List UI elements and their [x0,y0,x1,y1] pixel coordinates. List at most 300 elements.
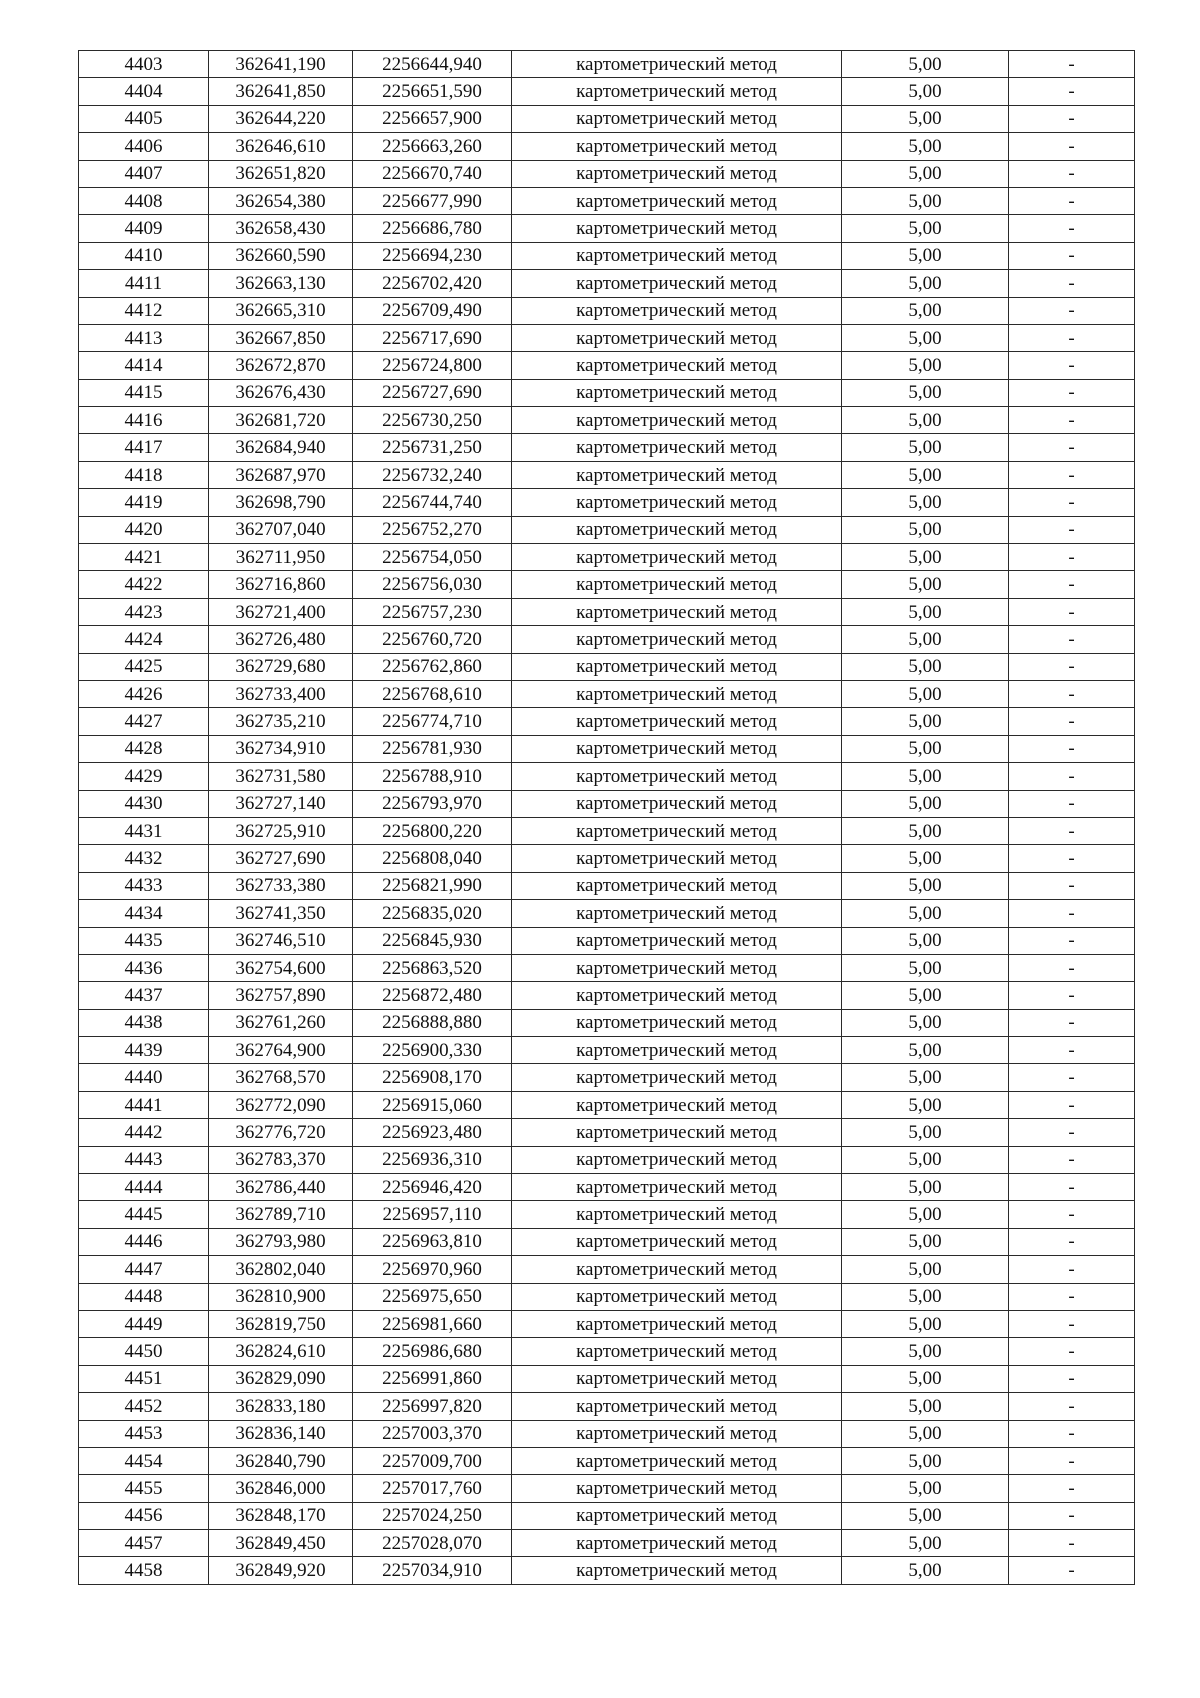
note-cell: - [1009,653,1135,680]
y-coordinate-cell: 2257003,370 [353,1420,512,1447]
x-coordinate-cell: 362768,570 [209,1064,353,1091]
method-cell: картометрический метод [512,1201,842,1228]
point-number-cell: 4455 [79,1475,209,1502]
accuracy-cell: 5,00 [842,1228,1009,1255]
note-cell: - [1009,900,1135,927]
method-cell: картометрический метод [512,324,842,351]
table-row [79,434,1135,461]
method-cell: картометрический метод [512,516,842,543]
y-coordinate-cell: 2256963,810 [353,1228,512,1255]
y-coordinate-cell: 2256781,930 [353,735,512,762]
table-row [79,763,1135,790]
note-cell: - [1009,1365,1135,1392]
method-cell: картометрический метод [512,187,842,214]
note-cell: - [1009,954,1135,981]
x-coordinate-cell: 362836,140 [209,1420,353,1447]
method-cell: картометрический метод [512,352,842,379]
x-coordinate-cell: 362840,790 [209,1447,353,1474]
y-coordinate-cell: 2256908,170 [353,1064,512,1091]
y-coordinate-cell: 2256863,520 [353,954,512,981]
accuracy-cell: 5,00 [842,763,1009,790]
y-coordinate-cell: 2256915,060 [353,1091,512,1118]
accuracy-cell: 5,00 [842,1283,1009,1310]
point-number-cell: 4454 [79,1447,209,1474]
method-cell: картометрический метод [512,653,842,680]
method-cell: картометрический метод [512,735,842,762]
x-coordinate-cell: 362658,430 [209,215,353,242]
x-coordinate-cell: 362667,850 [209,324,353,351]
x-coordinate-cell: 362646,610 [209,133,353,160]
x-coordinate-cell: 362644,220 [209,105,353,132]
note-cell: - [1009,1201,1135,1228]
note-cell: - [1009,1447,1135,1474]
point-number-cell: 4444 [79,1174,209,1201]
y-coordinate-cell: 2256936,310 [353,1146,512,1173]
table-row [79,900,1135,927]
accuracy-cell: 5,00 [842,1475,1009,1502]
accuracy-cell: 5,00 [842,105,1009,132]
note-cell: - [1009,1557,1135,1584]
accuracy-cell: 5,00 [842,379,1009,406]
x-coordinate-cell: 362641,850 [209,78,353,105]
y-coordinate-cell: 2257034,910 [353,1557,512,1584]
x-coordinate-cell: 362725,910 [209,817,353,844]
note-cell: - [1009,379,1135,406]
y-coordinate-cell: 2256946,420 [353,1174,512,1201]
method-cell: картометрический метод [512,215,842,242]
accuracy-cell: 5,00 [842,544,1009,571]
note-cell: - [1009,1530,1135,1557]
table-row [79,708,1135,735]
y-coordinate-cell: 2257017,760 [353,1475,512,1502]
x-coordinate-cell: 362727,690 [209,845,353,872]
accuracy-cell: 5,00 [842,845,1009,872]
point-number-cell: 4407 [79,160,209,187]
x-coordinate-cell: 362672,870 [209,352,353,379]
note-cell: - [1009,242,1135,269]
point-number-cell: 4416 [79,407,209,434]
accuracy-cell: 5,00 [842,1146,1009,1173]
y-coordinate-cell: 2256754,050 [353,544,512,571]
note-cell: - [1009,215,1135,242]
point-number-cell: 4448 [79,1283,209,1310]
accuracy-cell: 5,00 [842,434,1009,461]
x-coordinate-cell: 362848,170 [209,1502,353,1529]
table-row [79,324,1135,351]
x-coordinate-cell: 362846,000 [209,1475,353,1502]
accuracy-cell: 5,00 [842,1420,1009,1447]
y-coordinate-cell: 2257028,070 [353,1530,512,1557]
accuracy-cell: 5,00 [842,489,1009,516]
note-cell: - [1009,927,1135,954]
point-number-cell: 4426 [79,680,209,707]
table-row [79,790,1135,817]
table-row [79,845,1135,872]
point-number-cell: 4425 [79,653,209,680]
y-coordinate-cell: 2256957,110 [353,1201,512,1228]
point-number-cell: 4422 [79,571,209,598]
point-number-cell: 4409 [79,215,209,242]
x-coordinate-cell: 362772,090 [209,1091,353,1118]
method-cell: картометрический метод [512,434,842,461]
point-number-cell: 4437 [79,982,209,1009]
y-coordinate-cell: 2256800,220 [353,817,512,844]
point-number-cell: 4424 [79,626,209,653]
y-coordinate-cell: 2256757,230 [353,598,512,625]
method-cell: картометрический метод [512,1256,842,1283]
note-cell: - [1009,735,1135,762]
method-cell: картометрический метод [512,598,842,625]
accuracy-cell: 5,00 [842,954,1009,981]
accuracy-cell: 5,00 [842,297,1009,324]
x-coordinate-cell: 362660,590 [209,242,353,269]
method-cell: картометрический метод [512,872,842,899]
note-cell: - [1009,1502,1135,1529]
note-cell: - [1009,270,1135,297]
x-coordinate-cell: 362789,710 [209,1201,353,1228]
point-number-cell: 4404 [79,78,209,105]
point-number-cell: 4412 [79,297,209,324]
method-cell: картометрический метод [512,1310,842,1337]
point-number-cell: 4457 [79,1530,209,1557]
point-number-cell: 4458 [79,1557,209,1584]
note-cell: - [1009,1393,1135,1420]
method-cell: картометрический метод [512,1365,842,1392]
note-cell: - [1009,407,1135,434]
accuracy-cell: 5,00 [842,1091,1009,1118]
note-cell: - [1009,1475,1135,1502]
y-coordinate-cell: 2256752,270 [353,516,512,543]
note-cell: - [1009,1174,1135,1201]
note-cell: - [1009,1091,1135,1118]
note-cell: - [1009,626,1135,653]
note-cell: - [1009,297,1135,324]
note-cell: - [1009,1310,1135,1337]
method-cell: картометрический метод [512,927,842,954]
point-number-cell: 4411 [79,270,209,297]
accuracy-cell: 5,00 [842,187,1009,214]
method-cell: картометрический метод [512,763,842,790]
x-coordinate-cell: 362729,680 [209,653,353,680]
x-coordinate-cell: 362810,900 [209,1283,353,1310]
note-cell: - [1009,78,1135,105]
table-row [79,1475,1135,1502]
note-cell: - [1009,1146,1135,1173]
table-row [79,1064,1135,1091]
table-row [79,1557,1135,1584]
accuracy-cell: 5,00 [842,242,1009,269]
y-coordinate-cell: 2256694,230 [353,242,512,269]
method-cell: картометрический метод [512,571,842,598]
table-row [79,51,1135,78]
note-cell: - [1009,790,1135,817]
method-cell: картометрический метод [512,51,842,78]
x-coordinate-cell: 362793,980 [209,1228,353,1255]
x-coordinate-cell: 362783,370 [209,1146,353,1173]
x-coordinate-cell: 362786,440 [209,1174,353,1201]
y-coordinate-cell: 2256732,240 [353,461,512,488]
table-row [79,1228,1135,1255]
table-row [79,1009,1135,1036]
note-cell: - [1009,1037,1135,1064]
y-coordinate-cell: 2257024,250 [353,1502,512,1529]
point-number-cell: 4429 [79,763,209,790]
note-cell: - [1009,461,1135,488]
x-coordinate-cell: 362733,400 [209,680,353,707]
table-row [79,1502,1135,1529]
x-coordinate-cell: 362663,130 [209,270,353,297]
accuracy-cell: 5,00 [842,708,1009,735]
accuracy-cell: 5,00 [842,1338,1009,1365]
note-cell: - [1009,516,1135,543]
table-row [79,735,1135,762]
y-coordinate-cell: 2256670,740 [353,160,512,187]
point-number-cell: 4435 [79,927,209,954]
y-coordinate-cell: 2256709,490 [353,297,512,324]
note-cell: - [1009,872,1135,899]
method-cell: картометрический метод [512,270,842,297]
y-coordinate-cell: 2256923,480 [353,1119,512,1146]
accuracy-cell: 5,00 [842,790,1009,817]
x-coordinate-cell: 362819,750 [209,1310,353,1337]
method-cell: картометрический метод [512,1228,842,1255]
point-number-cell: 4447 [79,1256,209,1283]
method-cell: картометрический метод [512,982,842,1009]
table-row [79,242,1135,269]
note-cell: - [1009,845,1135,872]
x-coordinate-cell: 362651,820 [209,160,353,187]
method-cell: картометрический метод [512,1557,842,1584]
table-row [79,1119,1135,1146]
note-cell: - [1009,160,1135,187]
table-row [79,544,1135,571]
point-number-cell: 4417 [79,434,209,461]
x-coordinate-cell: 362727,140 [209,790,353,817]
note-cell: - [1009,1064,1135,1091]
method-cell: картометрический метод [512,1447,842,1474]
x-coordinate-cell: 362824,610 [209,1338,353,1365]
accuracy-cell: 5,00 [842,1119,1009,1146]
note-cell: - [1009,1119,1135,1146]
x-coordinate-cell: 362849,450 [209,1530,353,1557]
method-cell: картометрический метод [512,954,842,981]
note-cell: - [1009,105,1135,132]
point-number-cell: 4423 [79,598,209,625]
accuracy-cell: 5,00 [842,598,1009,625]
x-coordinate-cell: 362761,260 [209,1009,353,1036]
point-number-cell: 4445 [79,1201,209,1228]
y-coordinate-cell: 2256724,800 [353,352,512,379]
method-cell: картометрический метод [512,1420,842,1447]
y-coordinate-cell: 2256997,820 [353,1393,512,1420]
accuracy-cell: 5,00 [842,872,1009,899]
y-coordinate-cell: 2256644,940 [353,51,512,78]
note-cell: - [1009,598,1135,625]
x-coordinate-cell: 362676,430 [209,379,353,406]
accuracy-cell: 5,00 [842,1502,1009,1529]
table-row [79,1037,1135,1064]
note-cell: - [1009,1228,1135,1255]
table-row [79,133,1135,160]
y-coordinate-cell: 2256731,250 [353,434,512,461]
accuracy-cell: 5,00 [842,735,1009,762]
note-cell: - [1009,489,1135,516]
accuracy-cell: 5,00 [842,270,1009,297]
table-body [79,51,1135,1585]
table-row [79,270,1135,297]
y-coordinate-cell: 2256872,480 [353,982,512,1009]
y-coordinate-cell: 2256744,740 [353,489,512,516]
point-number-cell: 4436 [79,954,209,981]
y-coordinate-cell: 2257009,700 [353,1447,512,1474]
method-cell: картометрический метод [512,242,842,269]
accuracy-cell: 5,00 [842,1174,1009,1201]
point-number-cell: 4453 [79,1420,209,1447]
y-coordinate-cell: 2256677,990 [353,187,512,214]
note-cell: - [1009,708,1135,735]
table-row [79,1201,1135,1228]
accuracy-cell: 5,00 [842,51,1009,78]
note-cell: - [1009,1256,1135,1283]
table-row [79,1256,1135,1283]
table-row [79,1420,1135,1447]
point-number-cell: 4427 [79,708,209,735]
x-coordinate-cell: 362711,950 [209,544,353,571]
method-cell: картометрический метод [512,160,842,187]
table-row [79,1530,1135,1557]
note-cell: - [1009,1338,1135,1365]
accuracy-cell: 5,00 [842,78,1009,105]
x-coordinate-cell: 362721,400 [209,598,353,625]
method-cell: картометрический метод [512,1338,842,1365]
y-coordinate-cell: 2256717,690 [353,324,512,351]
point-number-cell: 4418 [79,461,209,488]
note-cell: - [1009,133,1135,160]
point-number-cell: 4434 [79,900,209,927]
note-cell: - [1009,763,1135,790]
y-coordinate-cell: 2256991,860 [353,1365,512,1392]
method-cell: картометрический метод [512,626,842,653]
accuracy-cell: 5,00 [842,817,1009,844]
method-cell: картометрический метод [512,133,842,160]
x-coordinate-cell: 362833,180 [209,1393,353,1420]
table-row [79,680,1135,707]
note-cell: - [1009,324,1135,351]
x-coordinate-cell: 362764,900 [209,1037,353,1064]
note-cell: - [1009,680,1135,707]
table-row [79,516,1135,543]
accuracy-cell: 5,00 [842,215,1009,242]
method-cell: картометрический метод [512,461,842,488]
table-row [79,379,1135,406]
point-number-cell: 4438 [79,1009,209,1036]
y-coordinate-cell: 2256727,690 [353,379,512,406]
accuracy-cell: 5,00 [842,1064,1009,1091]
accuracy-cell: 5,00 [842,1009,1009,1036]
accuracy-cell: 5,00 [842,352,1009,379]
table-row [79,1283,1135,1310]
accuracy-cell: 5,00 [842,1393,1009,1420]
y-coordinate-cell: 2256774,710 [353,708,512,735]
accuracy-cell: 5,00 [842,571,1009,598]
table-row [79,982,1135,1009]
table-row [79,297,1135,324]
x-coordinate-cell: 362681,720 [209,407,353,434]
method-cell: картометрический метод [512,1091,842,1118]
x-coordinate-cell: 362757,890 [209,982,353,1009]
y-coordinate-cell: 2256835,020 [353,900,512,927]
accuracy-cell: 5,00 [842,927,1009,954]
method-cell: картометрический метод [512,1283,842,1310]
method-cell: картометрический метод [512,790,842,817]
table-row [79,1338,1135,1365]
point-number-cell: 4449 [79,1310,209,1337]
x-coordinate-cell: 362641,190 [209,51,353,78]
accuracy-cell: 5,00 [842,1201,1009,1228]
x-coordinate-cell: 362829,090 [209,1365,353,1392]
method-cell: картометрический метод [512,544,842,571]
note-cell: - [1009,817,1135,844]
point-number-cell: 4439 [79,1037,209,1064]
table-row [79,1447,1135,1474]
note-cell: - [1009,1009,1135,1036]
accuracy-cell: 5,00 [842,1557,1009,1584]
method-cell: картометрический метод [512,407,842,434]
note-cell: - [1009,187,1135,214]
method-cell: картометрический метод [512,845,842,872]
point-number-cell: 4420 [79,516,209,543]
point-number-cell: 4410 [79,242,209,269]
y-coordinate-cell: 2256986,680 [353,1338,512,1365]
table-row [79,1393,1135,1420]
x-coordinate-cell: 362731,580 [209,763,353,790]
accuracy-cell: 5,00 [842,324,1009,351]
y-coordinate-cell: 2256702,420 [353,270,512,297]
method-cell: картометрический метод [512,1119,842,1146]
x-coordinate-cell: 362733,380 [209,872,353,899]
method-cell: картометрический метод [512,1475,842,1502]
x-coordinate-cell: 362735,210 [209,708,353,735]
note-cell: - [1009,51,1135,78]
accuracy-cell: 5,00 [842,653,1009,680]
note-cell: - [1009,352,1135,379]
table-row [79,215,1135,242]
accuracy-cell: 5,00 [842,626,1009,653]
accuracy-cell: 5,00 [842,1310,1009,1337]
method-cell: картометрический метод [512,1393,842,1420]
point-number-cell: 4414 [79,352,209,379]
table-row [79,653,1135,680]
method-cell: картометрический метод [512,1009,842,1036]
y-coordinate-cell: 2256821,990 [353,872,512,899]
accuracy-cell: 5,00 [842,516,1009,543]
note-cell: - [1009,1283,1135,1310]
point-number-cell: 4443 [79,1146,209,1173]
table-row [79,1365,1135,1392]
y-coordinate-cell: 2256975,650 [353,1283,512,1310]
y-coordinate-cell: 2256888,880 [353,1009,512,1036]
note-cell: - [1009,434,1135,461]
x-coordinate-cell: 362802,040 [209,1256,353,1283]
method-cell: картометрический метод [512,105,842,132]
method-cell: картометрический метод [512,1037,842,1064]
point-number-cell: 4405 [79,105,209,132]
table-row [79,1146,1135,1173]
accuracy-cell: 5,00 [842,900,1009,927]
method-cell: картометрический метод [512,1064,842,1091]
note-cell: - [1009,1420,1135,1447]
x-coordinate-cell: 362734,910 [209,735,353,762]
